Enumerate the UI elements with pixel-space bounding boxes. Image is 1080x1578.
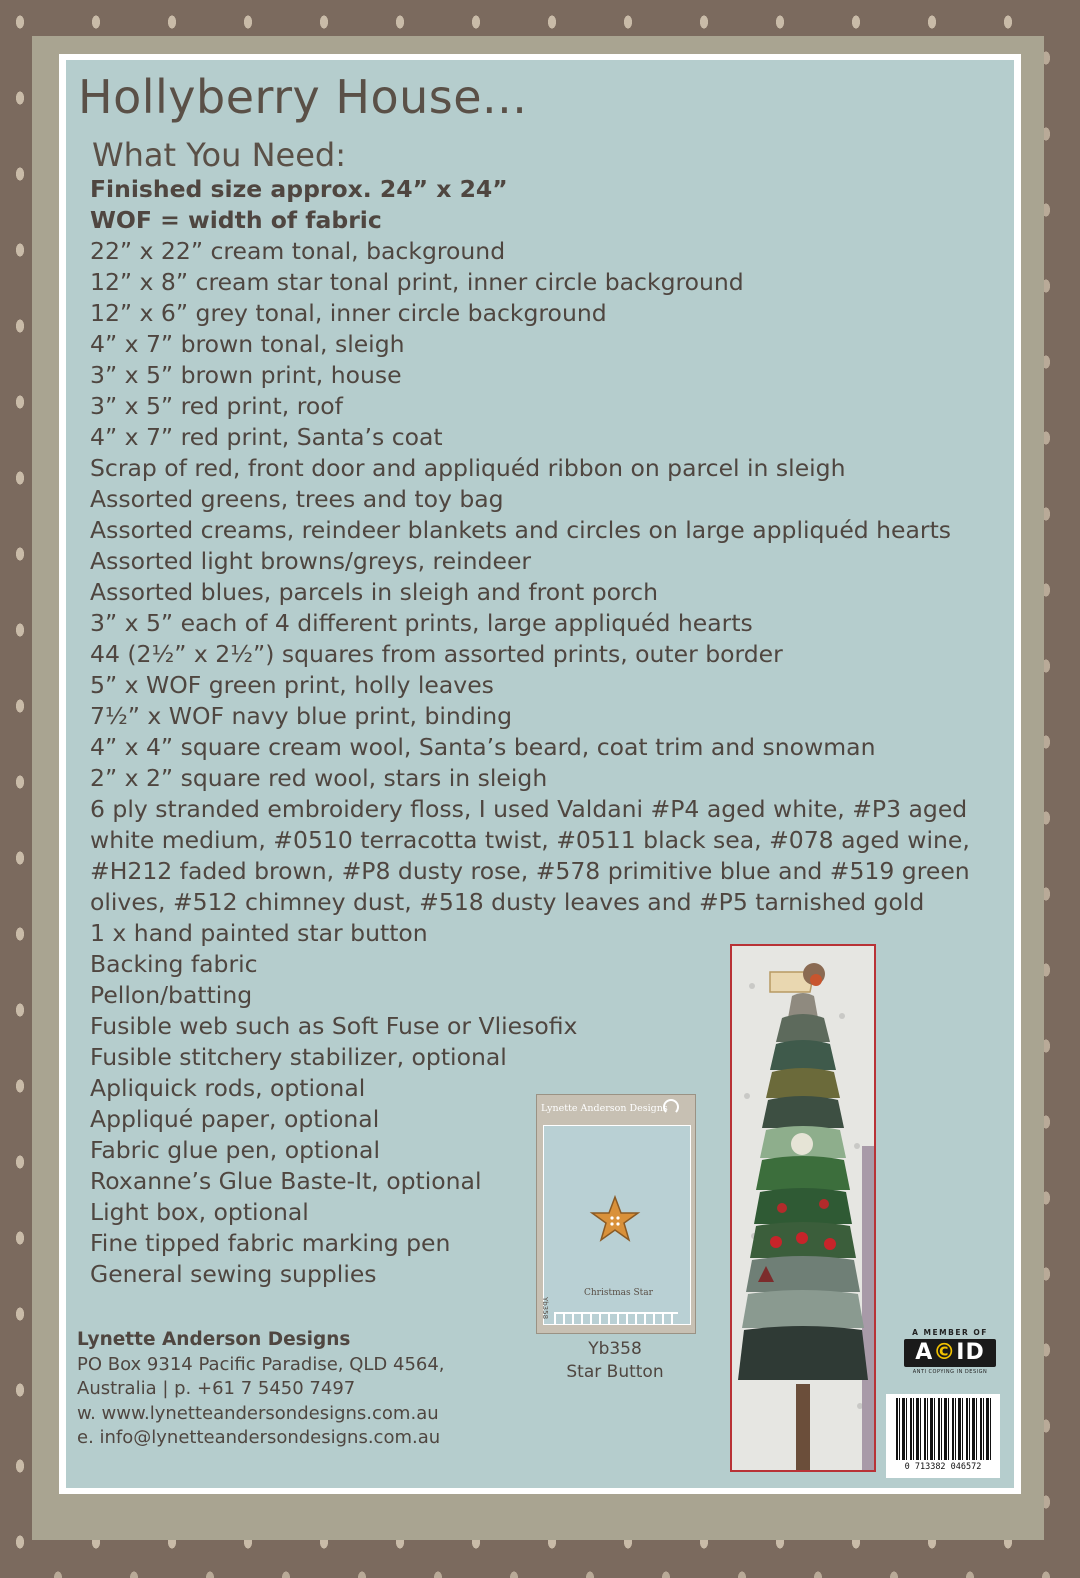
acid-logo-id: ID: [956, 1340, 985, 1365]
page-title: Hollyberry House...: [78, 70, 528, 124]
requirement-item: 4” x 7” brown tonal, sleigh: [90, 330, 405, 358]
requirement-item: Assorted blues, parcels in sleigh and front porch: [90, 578, 658, 606]
barcode-bars-icon: [896, 1398, 992, 1460]
section-heading: What You Need:: [92, 136, 346, 174]
requirement-item: 3” x 5” red print, roof: [90, 392, 343, 420]
requirement-item: 22” x 22” cream tonal, background: [90, 237, 506, 265]
requirement-item: 6 ply stranded embroidery floss, I used Valdani #P4 aged white, #P3 aged white medium, #0510 terracotta twist, #0511 black sea, #078 aged wine, #H212 faded brown, #P8 dusty rose, #578 primitive blue and #519 green olives, #512 chimney dust, #518 dusty leaves and #P5 tarnished gold: [90, 795, 970, 916]
requirement-item: 44 (2½” x 2½”) squares from assorted prints, outer border: [90, 640, 783, 668]
country-phone: Australia | p. +61 7 5450 7497: [77, 1378, 356, 1399]
requirement-item: Assorted creams, reindeer blankets and circles on large appliquéd hearts: [90, 516, 952, 544]
package-code: Yb358: [541, 1296, 550, 1320]
requirement-item: 4” x 4” square cream wool, Santa’s beard, coat trim and snowman: [90, 733, 876, 761]
requirement-item: 12” x 8” cream star tonal print, inner circle background: [90, 268, 744, 296]
requirement-item: Scrap of red, front door and appliquéd ribbon on parcel in sleigh: [90, 454, 846, 482]
acid-logo-a: A: [915, 1340, 934, 1365]
requirement-item: Assorted greens, trees and toy bag: [90, 485, 504, 513]
requirement-item: 12” x 6” grey tonal, inner circle background: [90, 299, 607, 327]
requirement-item: Finished size approx. 24” x 24”: [90, 175, 508, 203]
company-name: Lynette Anderson Designs: [77, 1329, 351, 1350]
button-caption-code: Yb358: [588, 1339, 642, 1359]
requirement-item: Fusible web such as Soft Fuse or Vliesofix: [90, 1012, 578, 1040]
barcode: [886, 1394, 1000, 1478]
requirement-item: General sewing supplies: [90, 1260, 377, 1288]
acid-member-badge: [900, 1328, 1000, 1375]
requirement-item: Apliquick rods, optional: [90, 1074, 366, 1102]
requirement-item: 3” x 5” brown print, house: [90, 361, 402, 389]
requirement-item: 7½” x WOF navy blue print, binding: [90, 702, 513, 730]
package-face: [543, 1125, 691, 1325]
requirement-item: 1 x hand painted star button: [90, 919, 428, 947]
acid-logo-ring: ©: [933, 1340, 957, 1365]
star-button-package: [536, 1094, 696, 1334]
requirement-item: Assorted light browns/greys, reindeer: [90, 547, 532, 575]
tree-illustration-icon: [732, 946, 874, 1470]
acid-member-text: A MEMBER OF: [912, 1328, 988, 1337]
requirement-item: Pellon/batting: [90, 981, 253, 1009]
postal-address: PO Box 9314 Pacific Paradise, QLD 4564,: [77, 1353, 445, 1375]
requirement-item: Fine tipped fabric marking pen: [90, 1229, 451, 1257]
star-button-icon: [589, 1194, 641, 1246]
christmas-tree-quilt-photo: [730, 944, 876, 1472]
acid-subtext: ANTI COPYING IN DESIGN: [912, 1369, 988, 1375]
requirement-item: 3” x 5” each of 4 different prints, large appliquéd hearts: [90, 609, 753, 637]
contact-block: [77, 1328, 445, 1451]
requirement-item: Light box, optional: [90, 1198, 309, 1226]
requirement-item: 5” x WOF green print, holly leaves: [90, 671, 494, 699]
requirement-item: Roxanne’s Glue Baste-It, optional: [90, 1167, 482, 1195]
barcode-number: 0 713382 046572: [904, 1462, 982, 1472]
package-product-label: Christmas Star: [584, 1288, 653, 1298]
hanger-hook-icon: [663, 1099, 679, 1115]
requirement-item: 2” x 2” square red wool, stars in sleigh: [90, 764, 548, 792]
requirement-item: WOF = width of fabric: [90, 206, 382, 234]
email-link[interactable]: e. info@lynetteandersondesigns.com.au: [77, 1427, 441, 1448]
requirement-item: 4” x 7” red print, Santa’s coat: [90, 423, 443, 451]
button-caption: [536, 1338, 694, 1384]
requirement-item: Backing fabric: [90, 950, 258, 978]
website-link[interactable]: w. www.lynetteandersondesigns.com.au: [77, 1402, 439, 1424]
requirement-item: Fusible stitchery stabilizer, optional: [90, 1043, 507, 1071]
package-brand: Lynette Anderson Designs: [541, 1103, 668, 1114]
picket-fence-icon: [554, 1312, 678, 1324]
requirement-item: Appliqué paper, optional: [90, 1105, 380, 1133]
requirement-item: Fabric glue pen, optional: [90, 1136, 380, 1164]
acid-logo: [904, 1339, 996, 1367]
button-caption-name: Star Button: [566, 1362, 664, 1382]
